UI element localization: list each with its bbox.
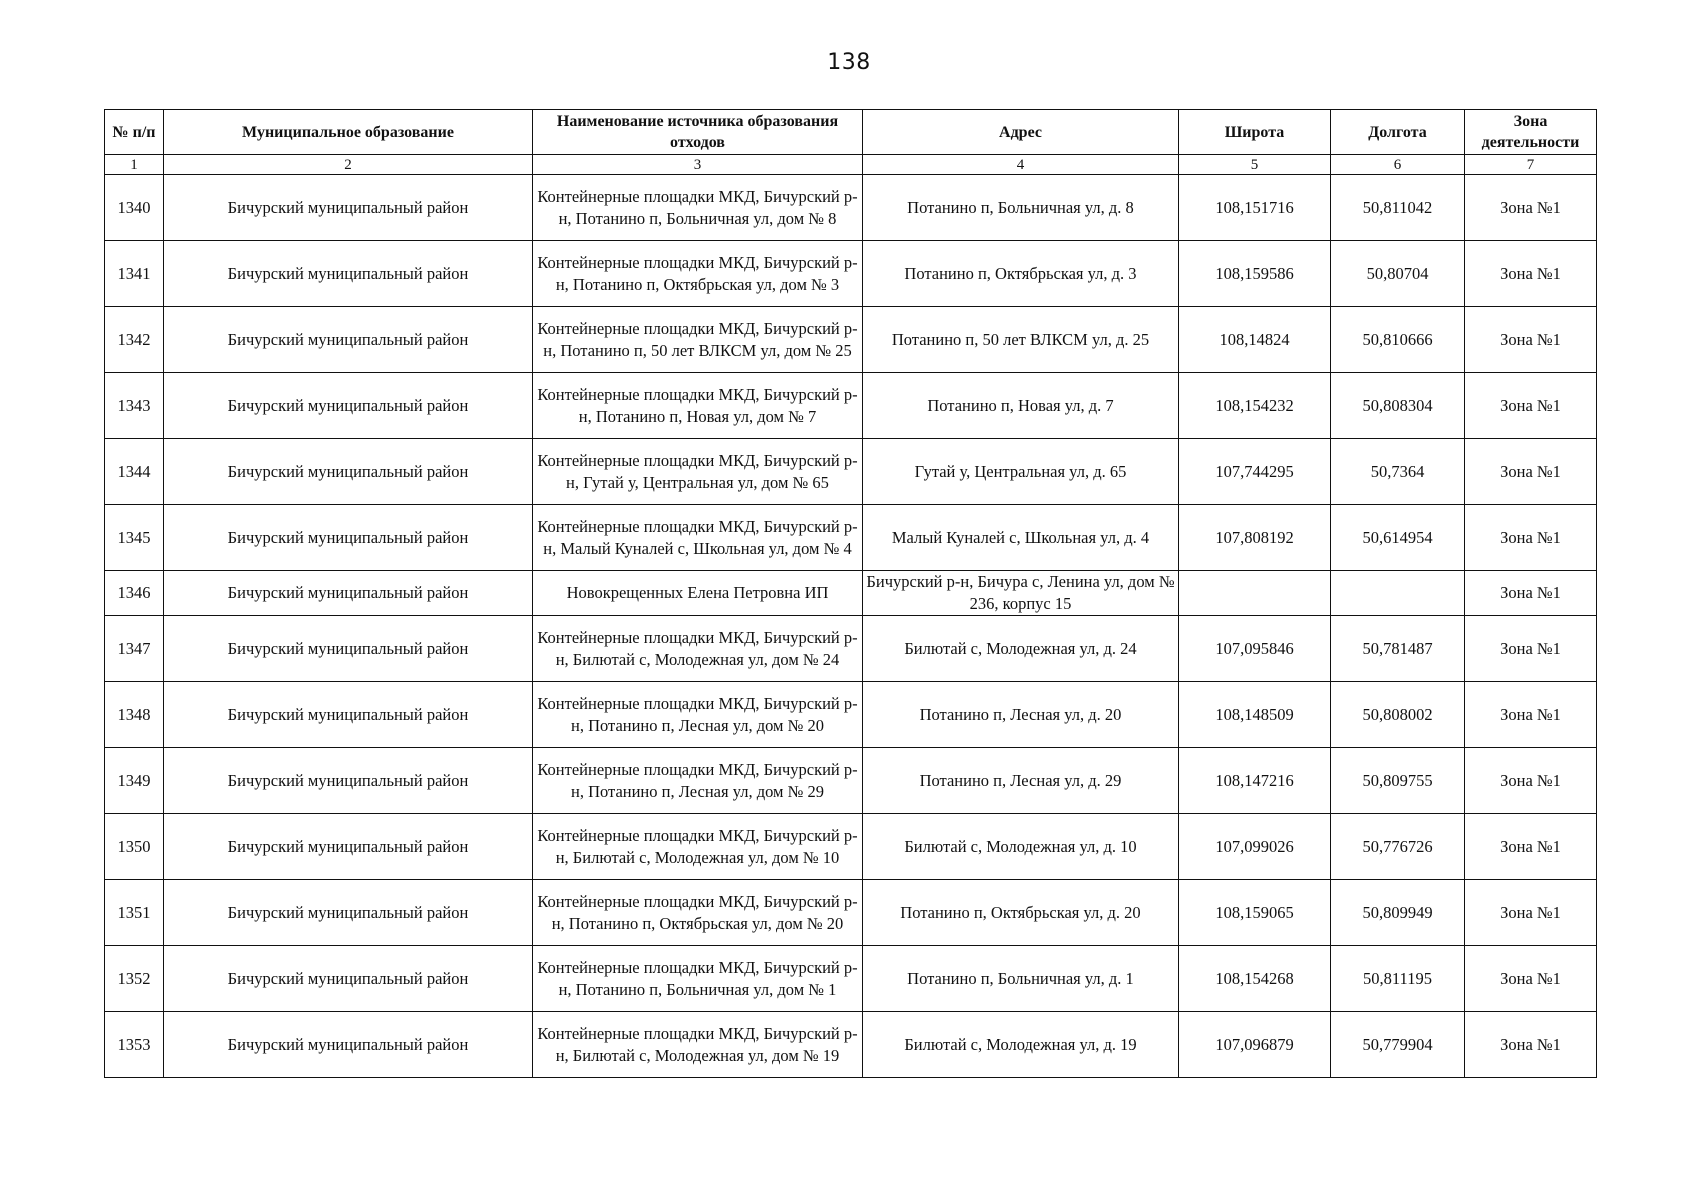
table-body <box>105 175 1597 1078</box>
cell-longitude <box>1331 571 1465 616</box>
cell-address: Потанино п, Больничная ул, д. 1 <box>863 946 1179 1012</box>
cell-municipality: Бичурский муниципальный район <box>164 505 533 571</box>
cell-latitude: 108,154268 <box>1179 946 1331 1012</box>
header-cell-zone: Зона деятельности <box>1465 110 1597 155</box>
cell-source: Контейнерные площадки МКД, Бичурский р-н, Потанино п, 50 лет ВЛКСМ ул, дом № 25 <box>533 307 863 373</box>
cell-municipality: Бичурский муниципальный район <box>164 175 533 241</box>
table-row <box>105 748 1597 814</box>
cell-latitude: 107,099026 <box>1179 814 1331 880</box>
cell-municipality: Бичурский муниципальный район <box>164 880 533 946</box>
cell-longitude: 50,781487 <box>1331 616 1465 682</box>
cell-source: Контейнерные площадки МКД, Бичурский р-н, Потанино п, Больничная ул, дом № 1 <box>533 946 863 1012</box>
cell-source: Контейнерные площадки МКД, Бичурский р-н, Билютай с, Молодежная ул, дом № 24 <box>533 616 863 682</box>
cell-address: Билютай с, Молодежная ул, д. 19 <box>863 1012 1179 1078</box>
cell-source: Контейнерные площадки МКД, Бичурский р-н, Гутай у, Центральная ул, дом № 65 <box>533 439 863 505</box>
cell-municipality: Бичурский муниципальный район <box>164 946 533 1012</box>
cell-municipality: Бичурский муниципальный район <box>164 373 533 439</box>
cell-municipality: Бичурский муниципальный район <box>164 571 533 616</box>
cell-source: Контейнерные площадки МКД, Бичурский р-н, Потанино п, Октябрьская ул, дом № 3 <box>533 241 863 307</box>
cell-municipality: Бичурский муниципальный район <box>164 241 533 307</box>
cell-longitude: 50,614954 <box>1331 505 1465 571</box>
header-cell-municipality: Муниципальное образование <box>164 110 533 155</box>
cell-number: 1344 <box>105 439 164 505</box>
table-row <box>105 307 1597 373</box>
cell-longitude: 50,808304 <box>1331 373 1465 439</box>
column-number-cell: 4 <box>863 155 1179 175</box>
column-numbers-row <box>105 155 1597 175</box>
cell-number: 1345 <box>105 505 164 571</box>
table-row <box>105 439 1597 505</box>
cell-number: 1342 <box>105 307 164 373</box>
table-row <box>105 814 1597 880</box>
cell-number: 1351 <box>105 880 164 946</box>
cell-address: Потанино п, Октябрьская ул, д. 20 <box>863 880 1179 946</box>
cell-latitude: 107,096879 <box>1179 1012 1331 1078</box>
cell-source: Контейнерные площадки МКД, Бичурский р-н, Потанино п, Больничная ул, дом № 8 <box>533 175 863 241</box>
header-cell-latitude: Широта <box>1179 110 1331 155</box>
cell-zone: Зона №1 <box>1465 616 1597 682</box>
cell-source: Контейнерные площадки МКД, Бичурский р-н, Билютай с, Молодежная ул, дом № 10 <box>533 814 863 880</box>
cell-source: Контейнерные площадки МКД, Бичурский р-н, Малый Куналей с, Школьная ул, дом № 4 <box>533 505 863 571</box>
cell-longitude: 50,809755 <box>1331 748 1465 814</box>
cell-latitude: 107,808192 <box>1179 505 1331 571</box>
cell-latitude: 108,159065 <box>1179 880 1331 946</box>
cell-longitude: 50,811042 <box>1331 175 1465 241</box>
cell-address: Гутай у, Центральная ул, д. 65 <box>863 439 1179 505</box>
cell-zone: Зона №1 <box>1465 241 1597 307</box>
cell-source: Контейнерные площадки МКД, Бичурский р-н, Потанино п, Новая ул, дом № 7 <box>533 373 863 439</box>
header-cell-number: № п/п <box>105 110 164 155</box>
cell-zone: Зона №1 <box>1465 880 1597 946</box>
cell-longitude: 50,811195 <box>1331 946 1465 1012</box>
cell-municipality: Бичурский муниципальный район <box>164 439 533 505</box>
table-row <box>105 373 1597 439</box>
cell-number: 1348 <box>105 682 164 748</box>
cell-zone: Зона №1 <box>1465 571 1597 616</box>
cell-address: Потанино п, Больничная ул, д. 8 <box>863 175 1179 241</box>
table-row <box>105 616 1597 682</box>
column-number-cell: 5 <box>1179 155 1331 175</box>
cell-number: 1347 <box>105 616 164 682</box>
header-cell-source: Наименование источника образования отходов <box>533 110 863 155</box>
cell-municipality: Бичурский муниципальный район <box>164 616 533 682</box>
table-header-row <box>105 110 1597 155</box>
cell-number: 1352 <box>105 946 164 1012</box>
cell-number: 1353 <box>105 1012 164 1078</box>
column-number-cell: 6 <box>1331 155 1465 175</box>
column-number-cell: 7 <box>1465 155 1597 175</box>
cell-latitude <box>1179 571 1331 616</box>
cell-number: 1343 <box>105 373 164 439</box>
cell-zone: Зона №1 <box>1465 175 1597 241</box>
cell-source: Контейнерные площадки МКД, Бичурский р-н, Потанино п, Лесная ул, дом № 20 <box>533 682 863 748</box>
header-cell-longitude: Долгота <box>1331 110 1465 155</box>
cell-municipality: Бичурский муниципальный район <box>164 1012 533 1078</box>
cell-address: Билютай с, Молодежная ул, д. 10 <box>863 814 1179 880</box>
cell-longitude: 50,809949 <box>1331 880 1465 946</box>
table-row <box>105 505 1597 571</box>
cell-zone: Зона №1 <box>1465 1012 1597 1078</box>
column-number-cell: 3 <box>533 155 863 175</box>
cell-longitude: 50,779904 <box>1331 1012 1465 1078</box>
cell-source: Контейнерные площадки МКД, Бичурский р-н, Потанино п, Октябрьская ул, дом № 20 <box>533 880 863 946</box>
cell-latitude: 108,147216 <box>1179 748 1331 814</box>
cell-zone: Зона №1 <box>1465 682 1597 748</box>
table-row <box>105 880 1597 946</box>
cell-number: 1340 <box>105 175 164 241</box>
table-row <box>105 1012 1597 1078</box>
cell-municipality: Бичурский муниципальный район <box>164 307 533 373</box>
cell-zone: Зона №1 <box>1465 373 1597 439</box>
cell-number: 1341 <box>105 241 164 307</box>
cell-longitude: 50,80704 <box>1331 241 1465 307</box>
cell-latitude: 108,14824 <box>1179 307 1331 373</box>
cell-longitude: 50,808002 <box>1331 682 1465 748</box>
cell-address: Потанино п, Новая ул, д. 7 <box>863 373 1179 439</box>
cell-zone: Зона №1 <box>1465 505 1597 571</box>
cell-zone: Зона №1 <box>1465 307 1597 373</box>
cell-zone: Зона №1 <box>1465 748 1597 814</box>
header-cell-address: Адрес <box>863 110 1179 155</box>
page-number: 138 <box>827 50 871 75</box>
cell-source: Контейнерные площадки МКД, Бичурский р-н, Билютай с, Молодежная ул, дом № 19 <box>533 1012 863 1078</box>
cell-address: Потанино п, Октябрьская ул, д. 3 <box>863 241 1179 307</box>
cell-address: Потанино п, Лесная ул, д. 29 <box>863 748 1179 814</box>
cell-source: Контейнерные площадки МКД, Бичурский р-н, Потанино п, Лесная ул, дом № 29 <box>533 748 863 814</box>
cell-number: 1350 <box>105 814 164 880</box>
cell-address: Потанино п, 50 лет ВЛКСМ ул, д. 25 <box>863 307 1179 373</box>
waste-sources-table <box>104 109 1597 1078</box>
cell-zone: Зона №1 <box>1465 946 1597 1012</box>
cell-zone: Зона №1 <box>1465 439 1597 505</box>
cell-municipality: Бичурский муниципальный район <box>164 814 533 880</box>
cell-address: Билютай с, Молодежная ул, д. 24 <box>863 616 1179 682</box>
cell-number: 1346 <box>105 571 164 616</box>
column-number-cell: 1 <box>105 155 164 175</box>
column-number-cell: 2 <box>164 155 533 175</box>
cell-latitude: 108,151716 <box>1179 175 1331 241</box>
cell-latitude: 107,744295 <box>1179 439 1331 505</box>
cell-latitude: 108,154232 <box>1179 373 1331 439</box>
cell-latitude: 107,095846 <box>1179 616 1331 682</box>
cell-address: Малый Куналей с, Школьная ул, д. 4 <box>863 505 1179 571</box>
table-row <box>105 175 1597 241</box>
cell-address: Бичурский р-н, Бичура с, Ленина ул, дом № 236, корпус 15 <box>863 571 1179 616</box>
cell-number: 1349 <box>105 748 164 814</box>
cell-address: Потанино п, Лесная ул, д. 20 <box>863 682 1179 748</box>
cell-longitude: 50,776726 <box>1331 814 1465 880</box>
cell-zone: Зона №1 <box>1465 814 1597 880</box>
cell-longitude: 50,810666 <box>1331 307 1465 373</box>
cell-source: Новокрещенных Елена Петровна ИП <box>533 571 863 616</box>
table-row <box>105 682 1597 748</box>
table-row <box>105 946 1597 1012</box>
cell-latitude: 108,148509 <box>1179 682 1331 748</box>
cell-municipality: Бичурский муниципальный район <box>164 748 533 814</box>
cell-municipality: Бичурский муниципальный район <box>164 682 533 748</box>
table-row <box>105 241 1597 307</box>
table-row <box>105 571 1597 616</box>
cell-longitude: 50,7364 <box>1331 439 1465 505</box>
cell-latitude: 108,159586 <box>1179 241 1331 307</box>
